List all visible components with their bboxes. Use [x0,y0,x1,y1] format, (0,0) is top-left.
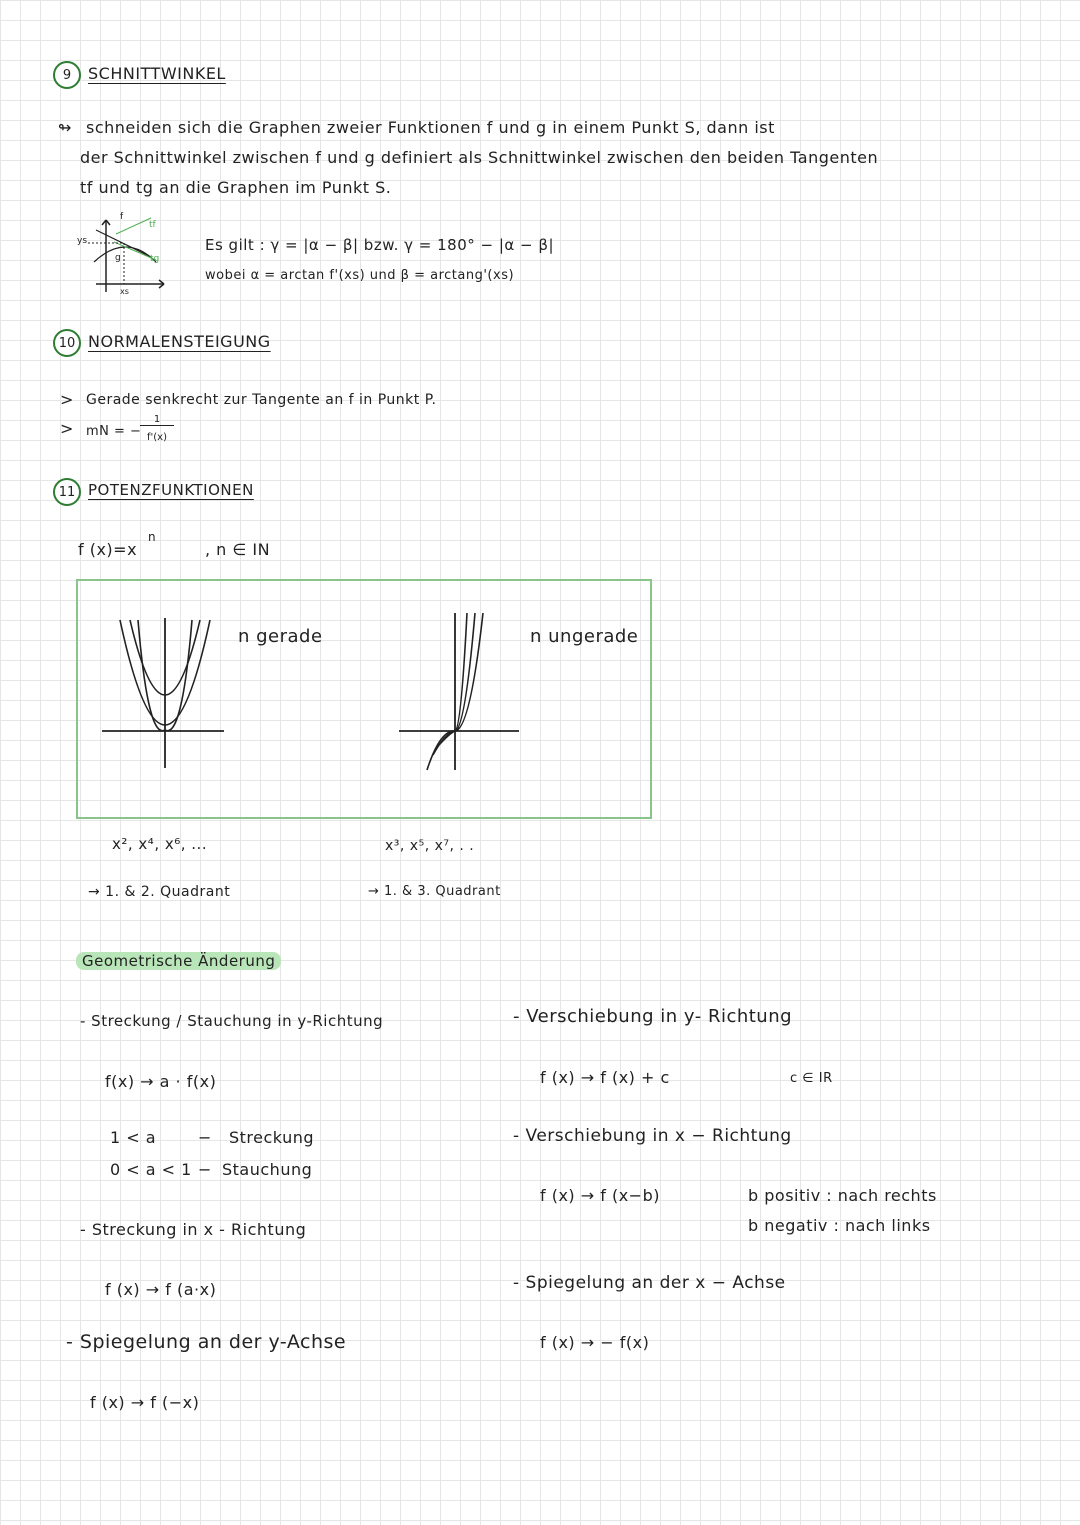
geometric-change-heading: Geometrische Änderung [76,952,281,970]
mirror-x-title: - Spiegelung an der x − Achse [513,1273,786,1293]
section-10-number: 10 [53,329,81,357]
result-stretch: Streckung [229,1128,315,1147]
odd-power-graph [395,605,525,775]
angle-formula: Es gilt : γ = |α − β| bzw. γ = 180° − |α − β| [205,236,555,254]
sketch-f: f [120,212,124,222]
sketch-xs: xs [120,287,129,296]
normal-slope-formula: mN = − [86,424,142,439]
s9-text-line-3: tf und tg an die Graphen im Punkt S. [80,178,392,197]
sketch-tf: tf [149,220,156,230]
shift-x-title: - Verschiebung in x − Richtung [513,1126,792,1146]
bullet-2: > [60,419,74,438]
stretch-x-formula: f (x) → f (a·x) [105,1280,217,1299]
s9-text-line-2: der Schnittwinkel zwischen f und g definiert als Schnittwinkel zwischen den beiden Tangenten [80,148,879,167]
odd-label: n ungerade [530,626,639,647]
mirror-y-formula: f (x) → f (−x) [90,1393,200,1412]
power-function-definition: f (x)=x [78,540,138,559]
fraction-denominator: f'(x) [147,432,167,443]
even-label: n gerade [238,626,323,647]
stretch-y-title: - Streckung / Stauchung in y-Richtung [80,1012,384,1030]
shift-y-title: - Verschiebung in y- Richtung [513,1006,793,1027]
stretch-y-formula: f(x) → a · f(x) [105,1072,217,1091]
b-negative: b negativ : nach links [748,1216,931,1235]
mirror-y-title: - Spiegelung an der y-Achse [66,1331,347,1353]
arrow-icon: ↬ [58,118,72,137]
section-11-title: POTENZFUNKTIONEN [88,481,254,499]
fraction-numerator: 1 [140,414,174,426]
bullet-1: > [60,390,74,409]
intersection-sketch [76,212,176,297]
section-11-number: 11 [53,478,81,506]
sketch-g: g [115,253,121,263]
odd-powers: x³, x⁵, x⁷, . . [385,838,475,854]
condition-1: 1 < a [110,1128,157,1147]
sketch-ys: ys [77,236,88,246]
shift-y-domain: c ∈ IR [790,1071,833,1086]
shift-x-formula: f (x) → f (x−b) [540,1186,660,1205]
sketch-tg: tg [150,254,160,264]
even-powers: x², x⁴, x⁶, ... [112,835,208,853]
result-compress: Stauchung [222,1160,313,1179]
odd-quadrant: → 1. & 3. Quadrant [368,884,501,899]
power-function-domain: , n ∈ IN [205,540,271,559]
angle-formula-definitions: wobei α = arctan f'(xs) und β = arctang'(xs) [205,268,515,283]
even-power-graph [100,600,230,770]
section-10-title: NORMALENSTEIGUNG [88,332,271,351]
condition-2: 0 < a < 1 [110,1160,192,1179]
even-quadrant: → 1. & 2. Quadrant [88,884,231,900]
b-positive: b positiv : nach rechts [748,1186,937,1205]
s9-text-line-1: schneiden sich die Graphen zweier Funktionen f und g in einem Punkt S, dann ist [86,118,775,137]
stretch-x-title: - Streckung in x - Richtung [80,1220,307,1239]
mirror-x-formula: f (x) → − f(x) [540,1333,650,1352]
section-9-title: SCHNITTWINKEL [88,64,226,83]
s10-text-line-1: Gerade senkrecht zur Tangente an f in Punkt P. [86,392,437,408]
condition-1-dash: − [198,1128,212,1147]
shift-y-formula: f (x) → f (x) + c [540,1068,670,1087]
power-function-exponent: n [148,530,156,544]
condition-2-dash: − [198,1160,212,1179]
section-9-number: 9 [53,61,81,89]
